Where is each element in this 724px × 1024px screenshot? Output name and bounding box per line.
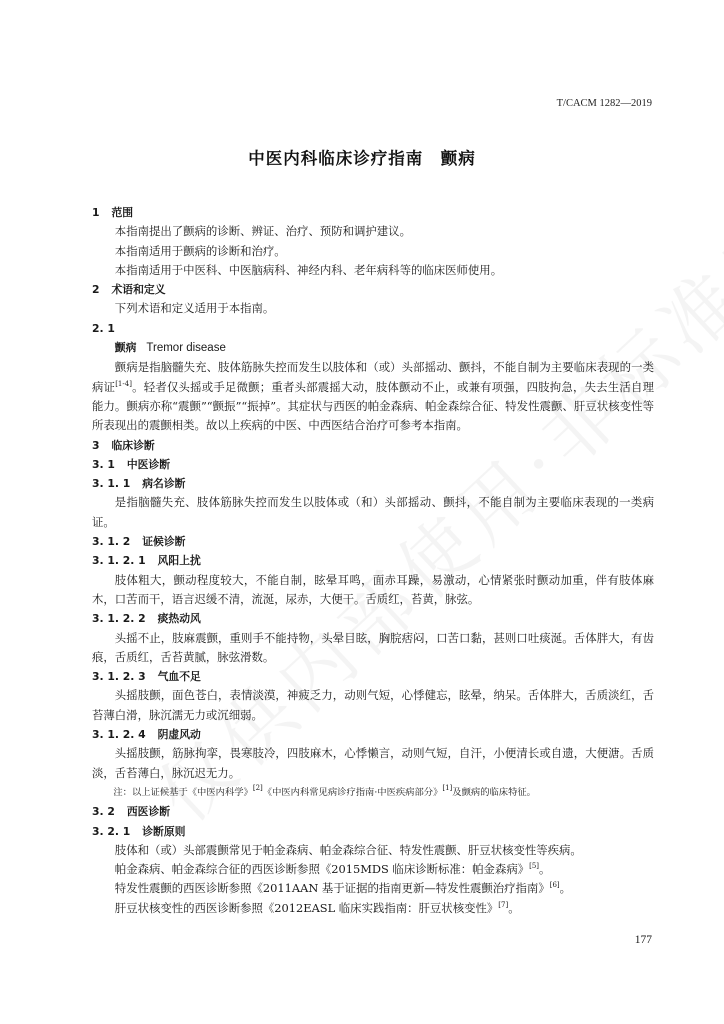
document-body — [92, 203, 654, 918]
paragraph: 肢体和（或）头部震颤常见于帕金森病、帕金森综合征、特发性震颤、肝豆状核变性等疾病。 — [114, 842, 582, 857]
paragraph: 帕金森病、帕金森综合征的西医诊断参照《2015MDS 临床诊断标准：帕金森病》[5]。 — [114, 862, 551, 877]
paragraph: 下列术语和定义适用于本指南。 — [114, 301, 275, 316]
document-title: 中医内科临床诊疗指南 颤病 — [248, 149, 476, 168]
term-chinese: 颤病 — [114, 341, 137, 355]
paragraph: 是指脑髓失充、肢体筋脉失控而发生以肢体或（和）头部摇动、颤抖，不能自制为主要临床表现的一类病证。 — [92, 495, 654, 529]
section-heading-1: 1 范围 — [92, 206, 134, 219]
note: 注：以上证候基于《中医内科学》[2]《中医内科常见病诊疗指南·中医疾病部分》[1]及颤病的临床特征。 — [113, 783, 536, 798]
paragraph: 本指南适用于中医科、中医脑病科、神经内科、老年病科等的临床医师使用。 — [114, 262, 503, 277]
citation: [5] — [529, 862, 540, 871]
section-heading-3-1-2-1: 3. 1. 2. 1 风阳上扰 — [92, 554, 201, 568]
section-heading-3-1-2: 3. 1. 2 证候诊断 — [92, 535, 186, 549]
paragraph: 头摇肢颤，筋脉拘挛，畏寒肢冷，四肢麻木，心悸懒言，动则气短，自汗，小便清长或自遗，大便溏。舌质淡，舌苔薄白，脉沉迟无力。 — [92, 746, 654, 780]
citation: [1] — [442, 783, 453, 792]
paragraph: 肢体粗大，颤动程度较大，不能自制，眩晕耳鸣，面赤耳躁，易激动，心情紧张时颤动加重，伴有肢体麻木，口苦而干，语言迟缓不清，流涎，尿赤，大便干。舌质红，苔黄，脉弦。 — [92, 572, 654, 606]
paragraph: 肝豆状核变性的西医诊断参照《2012EASL 临床实践指南：肝豆状核变性》[7]。 — [114, 900, 520, 915]
section-heading-3-1: 3. 1 中医诊断 — [92, 457, 171, 471]
paragraph: 头摇肢颤，面色苍白，表情淡漠，神疲乏力，动则气短，心悸健忘，眩晕，纳呆。舌体胖大，舌质淡红，舌苔薄白滑，脉沉濡无力或沉细弱。 — [92, 688, 654, 722]
section-heading-3-1-2-2: 3. 1. 2. 2 痰热动风 — [92, 612, 201, 626]
paragraph: 头摇不止，肢麻震颤，重则手不能持物，头晕目眩，胸脘痞闷，口苦口黏，甚则口吐痰涎。舌体胖大，有齿痕，舌质红，舌苔黄腻，脉弦滑数。 — [92, 630, 654, 664]
section-heading-3-1-2-4: 3. 1. 2. 4 阴虚风动 — [92, 728, 201, 742]
section-heading-3-1-1: 3. 1. 1 病名诊断 — [92, 477, 186, 491]
term-definition: 颤病是指脑髓失充、肢体筋脉失控而发生以肢体和（或）头部摇动、颤抖，不能自制为主要临床表现的一类病证[1-4]。轻者仅头摇或手足微颤；重者头部震摇大动，肢体颤动不止，或兼有项强，四肢拘急，失去生活自理能力。颤病亦称“震颤”“颤振”“振掉”。其症状与西医的帕金森病、帕金森综合征、特发性震颤、肝豆状核变性等所表现出的震颤相类。故以上疾病的中医、中西医结合治疗可参考本指南。 — [92, 360, 654, 433]
paragraph: 本指南提出了颤病的诊断、辨证、治疗、预防和调护建议。 — [114, 224, 411, 239]
citation: [2] — [252, 783, 263, 792]
paragraph: 本指南适用于颤病的诊断和治疗。 — [114, 243, 286, 258]
citation: [6] — [549, 881, 560, 890]
term-entry — [92, 338, 654, 358]
standard-code: T/CACM 1282—2019 — [556, 98, 652, 109]
section-heading-3-2-1: 3. 2. 1 诊断原则 — [92, 824, 186, 838]
citation: [1-4] — [115, 379, 132, 388]
section-heading-3-1-2-3: 3. 1. 2. 3 气血不足 — [92, 670, 201, 684]
term-english: Tremor disease — [146, 342, 226, 355]
paragraph: 特发性震颤的西医诊断参照《2011AAN 基于证据的指南更新—特发性震颤治疗指南》[6]。 — [114, 881, 572, 896]
section-heading-2-1: 2. 1 — [92, 321, 115, 335]
page-number: 177 — [634, 934, 652, 946]
section-heading-3: 3 临床诊断 — [92, 438, 155, 452]
section-heading-3-2: 3. 2 西医诊断 — [92, 805, 171, 819]
section-heading-2: 2 术语和定义 — [92, 283, 166, 297]
citation: [7] — [498, 900, 509, 909]
